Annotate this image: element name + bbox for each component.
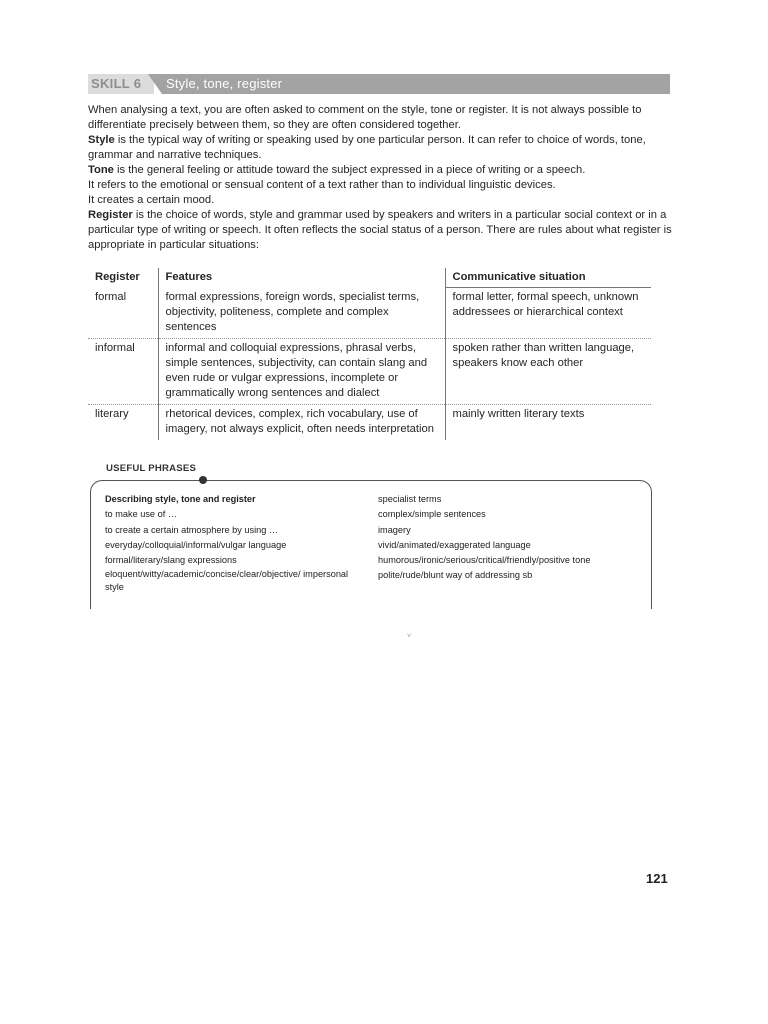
phrase-item: everyday/colloquial/informal/vulgar language	[105, 539, 287, 550]
page-number: 121	[646, 871, 668, 886]
tone-definition	[88, 163, 673, 178]
table-cell-register: literary	[88, 404, 158, 440]
phrase-item: to create a certain atmosphere by using …	[105, 524, 279, 535]
table-row	[88, 404, 651, 440]
style-text: is the typical way of writing or speaking used by one particular person. It can refer to choice of words, tone, grammar and narrative techniques.	[88, 134, 646, 161]
phrase-item: polite/rude/blunt way of addressing sb	[378, 570, 533, 581]
skill-label: SKILL 6	[91, 76, 142, 91]
table-row	[88, 338, 651, 404]
phrases-left-column	[105, 492, 365, 594]
table-header-situation: Communicative situation	[445, 268, 651, 288]
skill-header	[88, 74, 670, 94]
style-definition	[88, 133, 673, 163]
tone-line-2: It refers to the emotional or sensual content of a text rather than to individual linguistic devices.	[88, 179, 556, 191]
phrase-item: eloquent/witty/academic/concise/clear/objective/ impersonal style	[105, 569, 349, 593]
intro-paragraph: When analysing a text, you are often asked to comment on the style, tone or register. It is not always possible to differentiate precisely between them, so they are often considered together.	[88, 104, 642, 131]
table-cell-features: formal expressions, foreign words, specialist terms, objectivity, politeness, complete and complex sentences	[158, 288, 445, 339]
register-text: is the choice of words, style and grammar used by speakers and writers in a particular social context or in a particular type of writing or speech. It often reflects the social status of a person. There are rules about what register is appropriate in particular situations:	[88, 209, 672, 251]
box-dot-marker	[199, 476, 207, 484]
tone-text: is the general feeling or attitude toward the subject expressed in a piece of writing or a speech.	[113, 164, 586, 176]
register-definition	[88, 208, 673, 253]
phrase-item: to make use of …	[105, 509, 178, 520]
table-cell-features: rhetorical devices, complex, rich vocabulary, use of imagery, not always explicit, often needs interpretation	[158, 404, 445, 440]
table-header-features: Features	[158, 268, 445, 288]
section-title: Style, tone, register	[166, 76, 283, 91]
useful-phrases-label: USEFUL PHRASES	[106, 463, 197, 474]
tone-term: Tone	[88, 164, 114, 176]
phrase-item: vivid/animated/exaggerated language	[378, 539, 531, 550]
phrase-item: formal/literary/slang expressions	[105, 555, 237, 566]
register-table	[88, 268, 651, 440]
scan-mark: ˅	[407, 633, 412, 640]
table-cell-situation: spoken rather than written language, speakers know each other	[445, 338, 651, 404]
phrase-item: imagery	[378, 524, 411, 535]
register-term: Register	[88, 209, 133, 221]
table-header-register: Register	[88, 268, 158, 288]
table-cell-register: informal	[88, 338, 158, 404]
table-cell-register: formal	[88, 288, 158, 339]
table-cell-features: informal and colloquial expressions, phrasal verbs, simple sentences, subjectivity, can contain slang and even rude or vulgar expressions, incomplete or grammatically wrong sentences and dialect	[158, 338, 445, 404]
style-term: Style	[88, 134, 115, 146]
table-cell-situation: formal letter, formal speech, unknown addressees or hierarchical context	[452, 291, 639, 318]
intro-text	[88, 103, 673, 253]
phrase-item: specialist terms	[378, 494, 442, 504]
table-cell-situation: mainly written literary texts	[445, 404, 651, 440]
table-header-row	[88, 268, 651, 288]
phrases-right-column	[378, 492, 650, 584]
phrase-item: complex/simple sentences	[378, 509, 486, 520]
phrases-heading: Describing style, tone and register	[105, 494, 256, 504]
tone-line-3: It creates a certain mood.	[88, 194, 215, 206]
phrase-item: humorous/ironic/serious/critical/friendly/positive tone	[378, 555, 591, 566]
table-row	[88, 288, 651, 339]
